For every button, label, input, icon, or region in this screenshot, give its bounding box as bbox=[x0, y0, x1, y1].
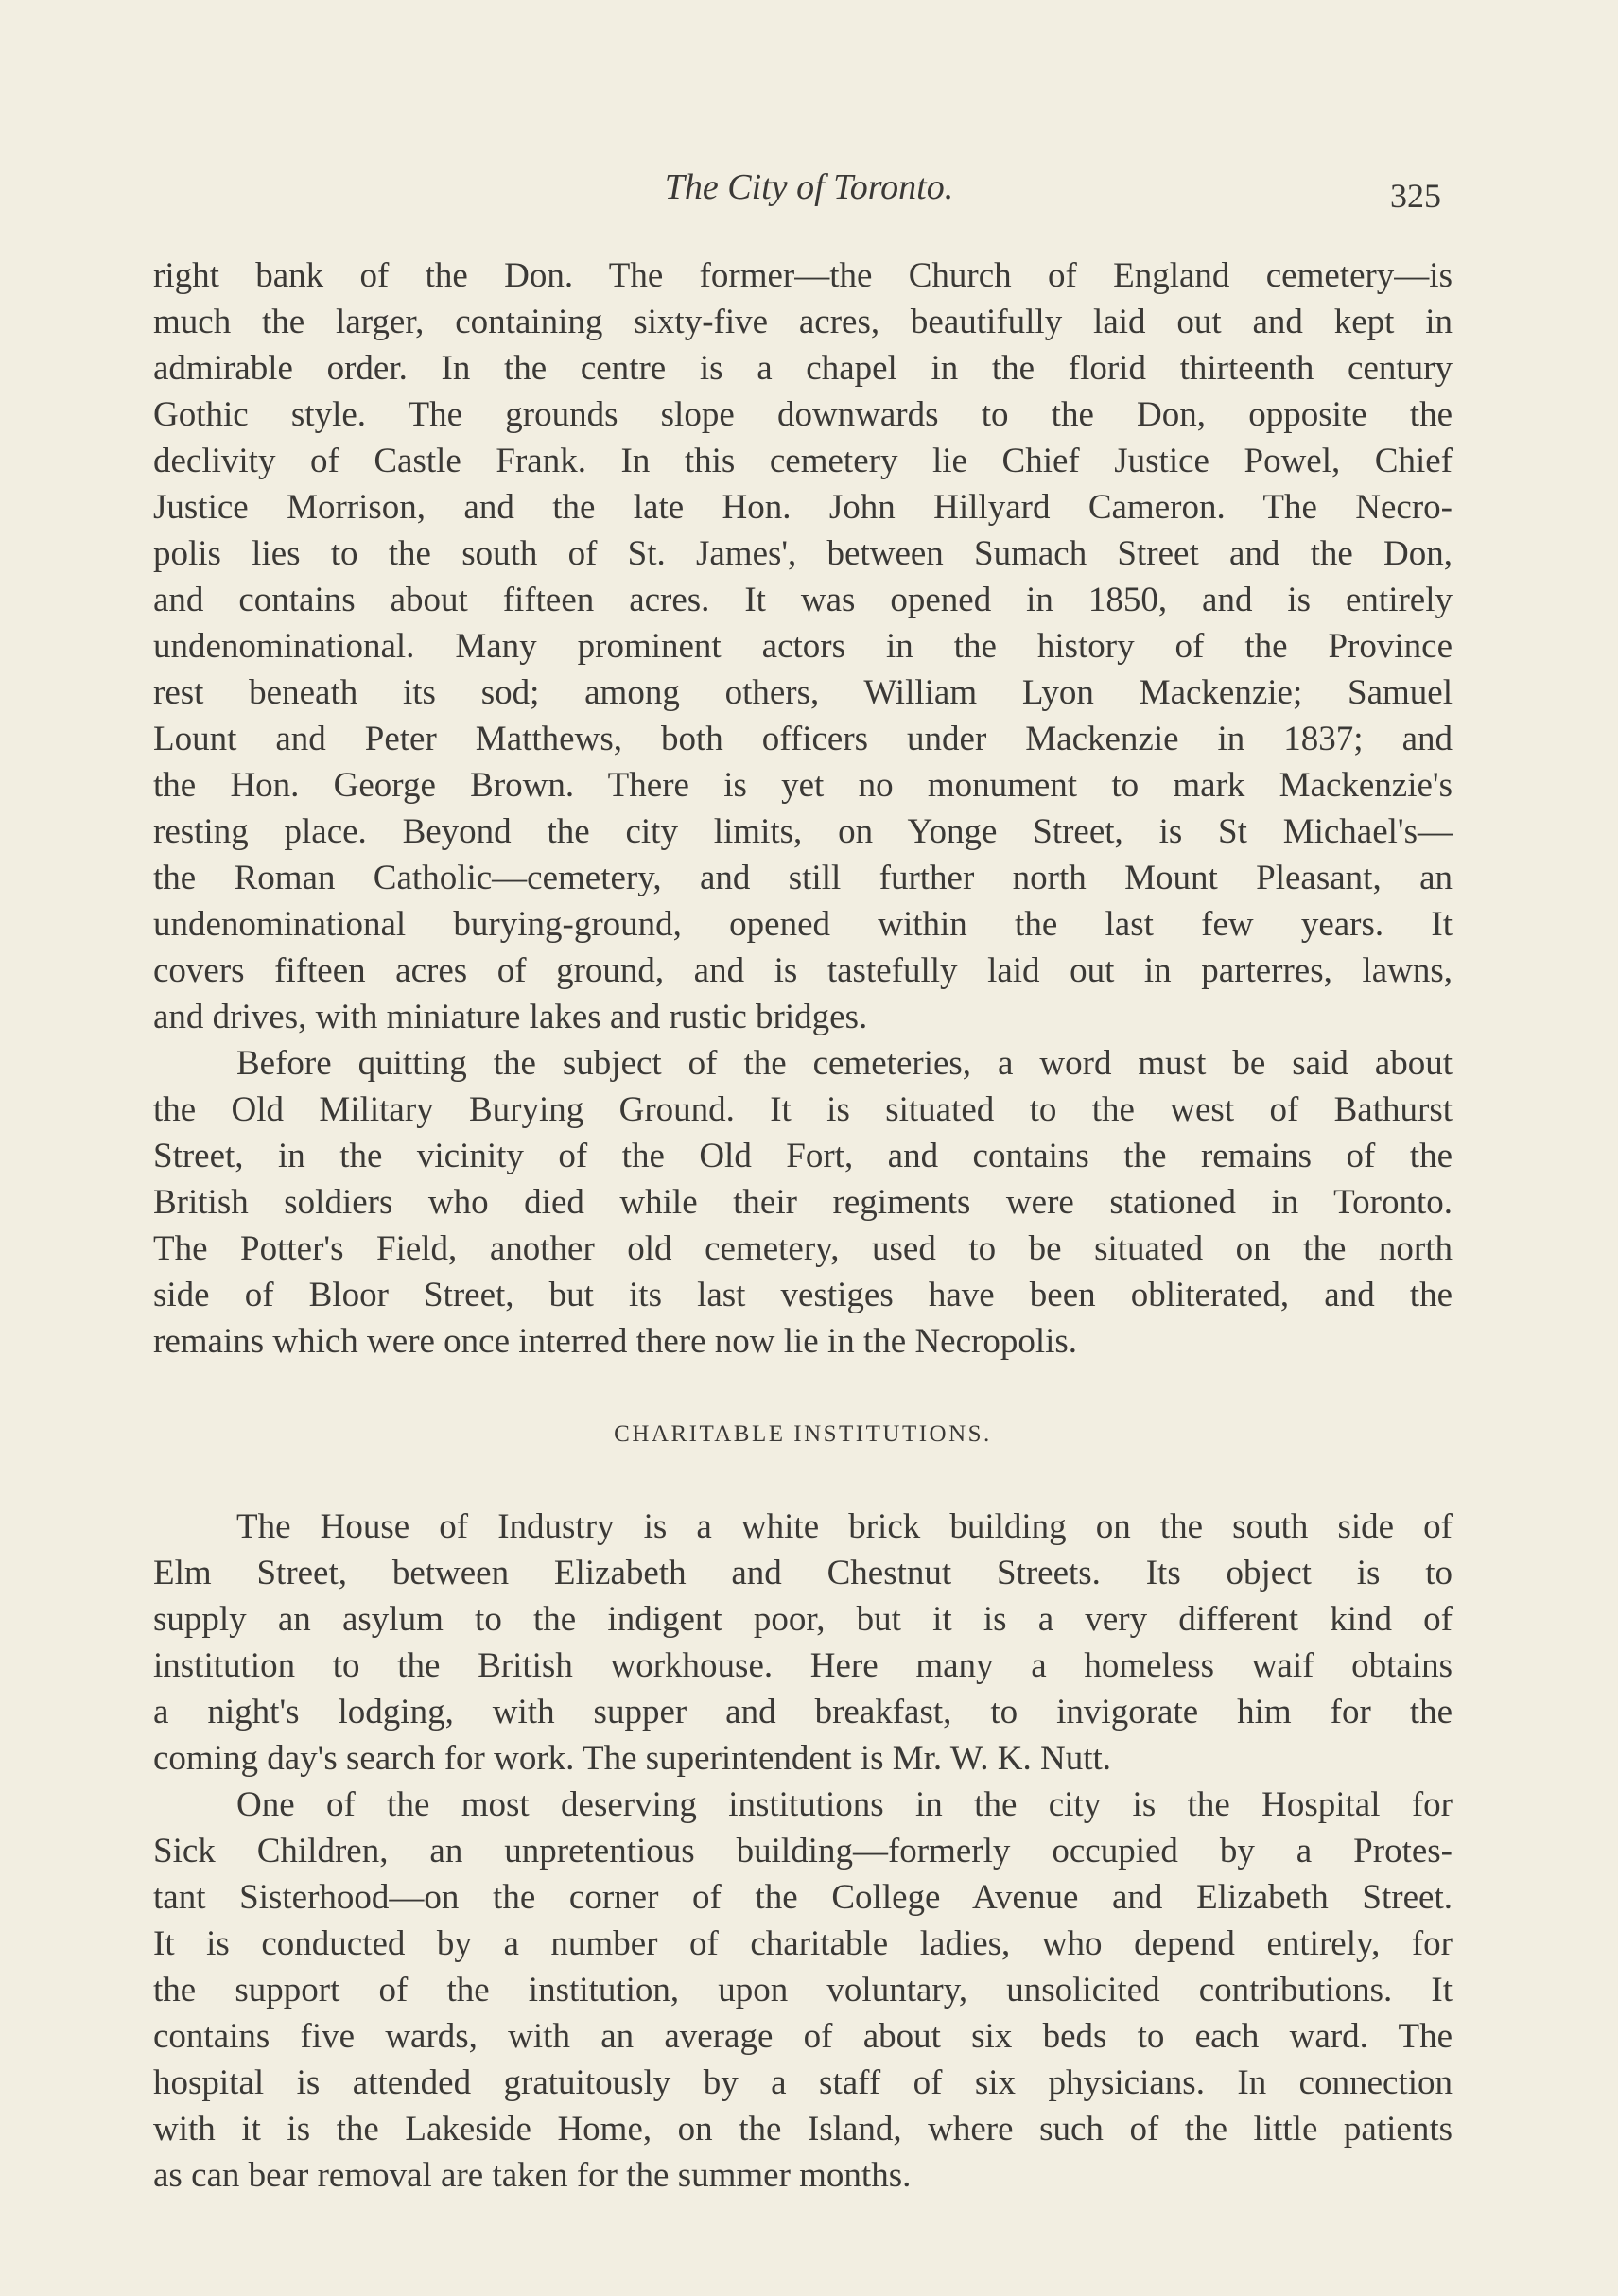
text-line: much the larger, containing sixty-five acres, beautifully laid out and kept in bbox=[153, 303, 1453, 341]
text-line: the support of the institution, upon voluntary, unsolicited contributions. It bbox=[153, 1971, 1453, 2009]
text-line: Gothic style. The grounds slope downwards to the Don, opposite the bbox=[153, 395, 1453, 434]
text-line: rest beneath its sod; among others, William Lyon Mackenzie; Samuel bbox=[153, 673, 1453, 712]
text-line: resting place. Beyond the city limits, on Yonge Street, is St Michael's— bbox=[153, 812, 1453, 851]
text-line: with it is the Lakeside Home, on the Island, where such of the little patients bbox=[153, 2110, 1453, 2148]
text-line: side of Bloor Street, but its last vestiges have been obliterated, and the bbox=[153, 1276, 1453, 1314]
text-line: admirable order. In the centre is a chapel in the florid thirteenth century bbox=[153, 349, 1453, 388]
text-line: the Old Military Burying Ground. It is situated to the west of Bathurst bbox=[153, 1090, 1453, 1129]
text-line: Justice Morrison, and the late Hon. John Hillyard Cameron. The Necro- bbox=[153, 488, 1453, 527]
text-line: undenominational burying-ground, opened within the last few years. It bbox=[153, 905, 1453, 944]
text-line: hospital is attended gratuitously by a staff of six physicians. In connection bbox=[153, 2063, 1453, 2102]
text-line: polis lies to the south of St. James', between Sumach Street and the Don, bbox=[153, 534, 1453, 573]
text-line: The House of Industry is a white brick building on the south side of bbox=[236, 1507, 1453, 1546]
text-line: and drives, with miniature lakes and rustic bridges. bbox=[153, 998, 868, 1036]
text-line: a night's lodging, with supper and breakfast, to invigorate him for the bbox=[153, 1693, 1453, 1731]
paragraph bbox=[153, 1782, 1453, 2199]
text-line: declivity of Castle Frank. In this cemetery lie Chief Justice Powel, Chief bbox=[153, 442, 1453, 480]
text-line: One of the most deserving institutions in the city is the Hospital for bbox=[236, 1785, 1453, 1824]
text-line: covers fifteen acres of ground, and is tastefully laid out in parterres, lawns, bbox=[153, 951, 1453, 990]
text-line: tant Sisterhood—on the corner of the College Avenue and Elizabeth Street. bbox=[153, 1878, 1453, 1917]
text-line: remains which were once interred there now lie in the Necropolis. bbox=[153, 1322, 1078, 1361]
text-line: coming day's search for work. The superintendent is Mr. W. K. Nutt. bbox=[153, 1739, 1112, 1778]
text-line: as can bear removal are taken for the summer months. bbox=[153, 2156, 912, 2195]
paragraph bbox=[153, 252, 1453, 1040]
running-head-title: The City of Toronto. bbox=[664, 167, 954, 207]
paragraph bbox=[153, 1040, 1453, 1365]
text-line: Sick Children, an unpretentious building—formerly occupied by a Protes- bbox=[153, 1832, 1453, 1870]
page-number: 325 bbox=[1390, 177, 1441, 215]
text-line: and contains about fifteen acres. It was opened in 1850, and is entirely bbox=[153, 581, 1453, 619]
text-line: Lount and Peter Matthews, both officers under Mackenzie in 1837; and bbox=[153, 720, 1453, 758]
text-line: undenominational. Many prominent actors in the history of the Province bbox=[153, 627, 1453, 666]
text-line: institution to the British workhouse. Here many a homeless waif obtains bbox=[153, 1646, 1453, 1685]
text-line: contains five wards, with an average of about six beds to each ward. The bbox=[153, 2017, 1453, 2056]
text-line: supply an asylum to the indigent poor, but it is a very different kind of bbox=[153, 1600, 1453, 1639]
text-line: the Roman Catholic—cemetery, and still further north Mount Pleasant, an bbox=[153, 859, 1453, 897]
section-heading: CHARITABLE INSTITUTIONS. bbox=[614, 1421, 992, 1447]
text-line: Street, in the vicinity of the Old Fort, and contains the remains of the bbox=[153, 1137, 1453, 1175]
text-line: Before quitting the subject of the cemeteries, a word must be said about bbox=[236, 1044, 1453, 1083]
paragraph bbox=[153, 1504, 1453, 1782]
text-line: right bank of the Don. The former—the Church of England cemetery—is bbox=[153, 256, 1453, 295]
text-line: The Potter's Field, another old cemetery, used to be situated on the north bbox=[153, 1229, 1453, 1268]
text-line: the Hon. George Brown. There is yet no monument to mark Mackenzie's bbox=[153, 766, 1453, 805]
text-line: Elm Street, between Elizabeth and Chestnut Streets. Its object is to bbox=[153, 1554, 1453, 1592]
text-line: It is conducted by a number of charitable ladies, who depend entirely, for bbox=[153, 1924, 1453, 1963]
body-text bbox=[153, 252, 1453, 2199]
text-line: British soldiers who died while their regiments were stationed in Toronto. bbox=[153, 1183, 1453, 1222]
